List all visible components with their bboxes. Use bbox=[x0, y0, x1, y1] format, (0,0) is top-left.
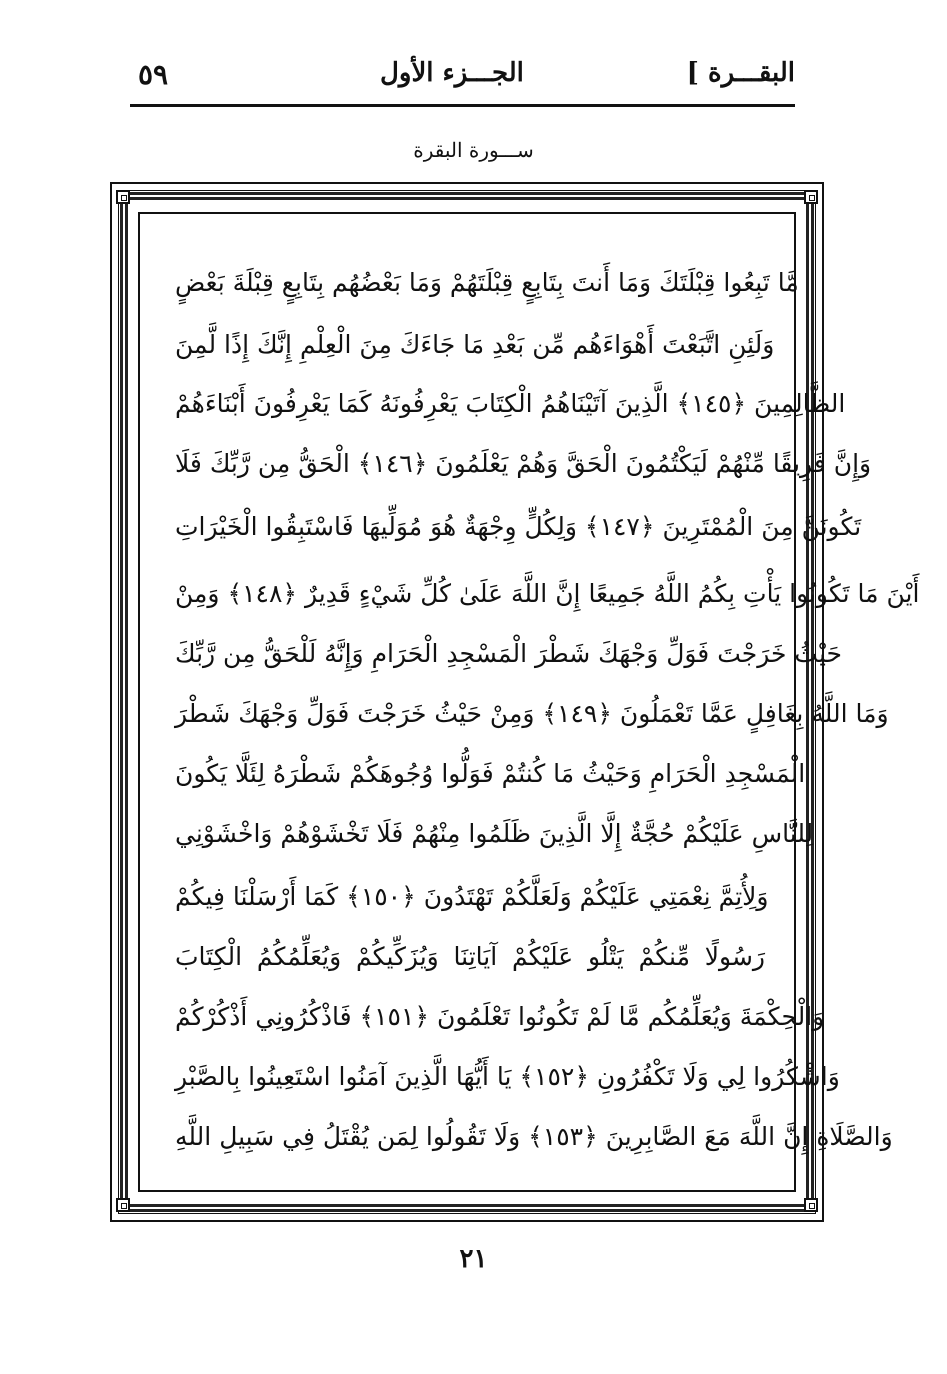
text-line: مَّا تَبِعُوا قِبْلَتَكَ وَمَا أَنتَ بِتَابِعٍ قِبْلَتَهُمْ وَمَا بَعْضُهُم بِتَابِعٍ قِبْلَةَ بَعْضٍ bbox=[175, 268, 799, 297]
text-line: وَلِأُتِمَّ نِعْمَتِي عَلَيْكُمْ وَلَعَلَّكُمْ تَهْتَدُونَ ﴿١٥٠﴾ كَمَا أَرْسَلْنَا فِيكُمْ bbox=[175, 882, 769, 911]
page-header bbox=[130, 50, 795, 110]
text-line: وَالْحِكْمَةَ وَيُعَلِّمُكُم مَّا لَمْ تَكُونُوا تَعْلَمُونَ ﴿١٥١﴾ فَاذْكُرُونِي أَذْكُرْكُمْ bbox=[175, 1002, 825, 1031]
surah-title: ســـورة البقرة bbox=[413, 138, 534, 162]
frame-corner-ornament bbox=[804, 190, 818, 204]
text-line: وَمَا اللَّهُ بِغَافِلٍ عَمَّا تَعْمَلُونَ ﴿١٤٩﴾ وَمِنْ حَيْثُ خَرَجْتَ فَوَلِّ وَجْهَكَ شَطْرَ bbox=[175, 699, 889, 728]
frame-corner-ornament bbox=[116, 1198, 130, 1212]
page-number: ٥٩ bbox=[138, 58, 169, 91]
text-line: حَيْثُ خَرَجْتَ فَوَلِّ وَجْهَكَ شَطْرَ الْمَسْجِدِ الْحَرَامِ وَإِنَّهُ لَلْحَقُّ مِن رَّبِّكَ bbox=[175, 639, 842, 668]
text-line: الظَّالِمِينَ ﴿١٤٥﴾ الَّذِينَ آتَيْنَاهُمُ الْكِتَابَ يَعْرِفُونَهُ كَمَا يَعْرِفُونَ أَبْنَاءَهُمْ bbox=[175, 389, 846, 418]
text-line: وَاشْكُرُوا لِي وَلَا تَكْفُرُونِ ﴿١٥٢﴾ يَا أَيُّهَا الَّذِينَ آمَنُوا اسْتَعِينُوا بِالصَّبْرِ bbox=[175, 1062, 840, 1091]
text-line: وَإِنَّ فَرِيقًا مِّنْهُمْ لَيَكْتُمُونَ الْحَقَّ وَهُمْ يَعْلَمُونَ ﴿١٤٦﴾ الْحَقُّ مِن رَّبِّكَ فَلَا bbox=[175, 449, 872, 478]
text-line: أَيْنَ مَا تَكُونُوا يَأْتِ بِكُمُ اللَّهُ جَمِيعًا إِنَّ اللَّهَ عَلَىٰ كُلِّ شَيْءٍ قَدِيرٌ ﴿١٤٨﴾ وَمِنْ bbox=[175, 579, 920, 608]
surah-label: البقـــرة ] bbox=[686, 58, 795, 88]
frame-corner-ornament bbox=[804, 1198, 818, 1212]
footer-page-number: ٢١ bbox=[459, 1244, 488, 1274]
text-line: وَلَئِنِ اتَّبَعْتَ أَهْوَاءَهُم مِّن بَعْدِ مَا جَاءَكَ مِنَ الْعِلْمِ إِنَّكَ إِذًا لَّمِنَ bbox=[175, 330, 775, 359]
text-line: لِلنَّاسِ عَلَيْكُمْ حُجَّةٌ إِلَّا الَّذِينَ ظَلَمُوا مِنْهُمْ فَلَا تَخْشَوْهُمْ وَاخْشَوْنِي bbox=[175, 819, 814, 848]
text-line: رَسُولًا مِّنكُمْ يَتْلُو عَلَيْكُمْ آيَاتِنَا وَيُزَكِّيكُمْ وَيُعَلِّمُكُمُ الْكِتَابَ bbox=[175, 942, 765, 971]
frame-corner-ornament bbox=[116, 190, 130, 204]
text-line: وَالصَّلَاةِ إِنَّ اللَّهَ مَعَ الصَّابِرِينَ ﴿١٥٣﴾ وَلَا تَقُولُوا لِمَن يُقْتَلُ فِي سَبِيلِ اللَّهِ bbox=[175, 1122, 893, 1151]
text-line: الْمَسْجِدِ الْحَرَامِ وَحَيْثُ مَا كُنتُمْ فَوَلُّوا وُجُوهَكُمْ شَطْرَهُ لِئَلَّا يَكُونَ bbox=[175, 759, 806, 788]
juz-label: الجـــزء الأول bbox=[380, 58, 524, 88]
header-rule bbox=[130, 104, 795, 107]
text-line: تَكُونَنَّ مِنَ الْمُمْتَرِينَ ﴿١٤٧﴾ وَلِكُلٍّ وِجْهَةٌ هُوَ مُوَلِّيهَا فَاسْتَبِقُوا الْخَيْرَاتِ bbox=[175, 512, 862, 541]
